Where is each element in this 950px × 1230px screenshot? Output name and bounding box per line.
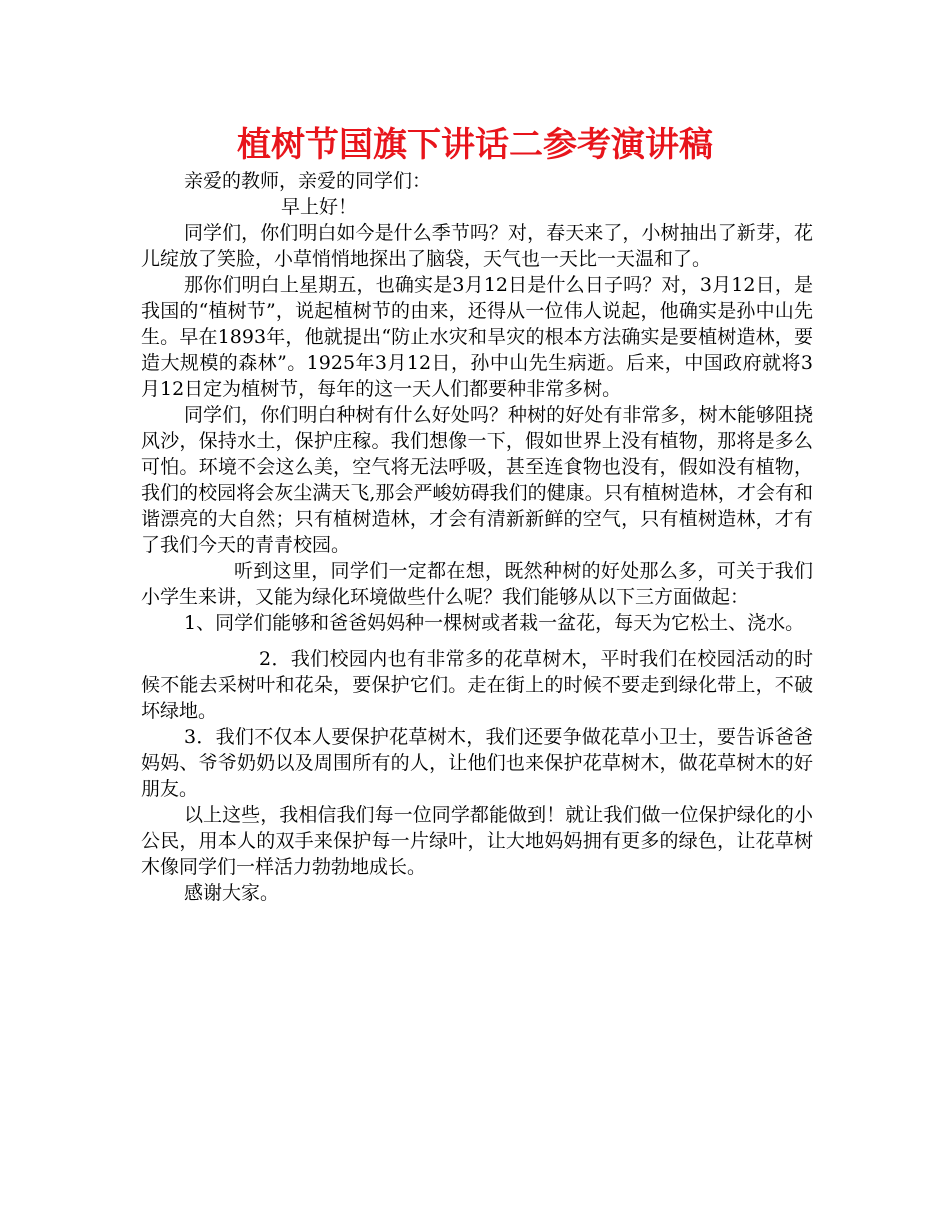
- paragraph-conclusion: 以上这些，我相信我们每一位同学都能做到！就让我们做一位保护绿化的小公民，用本人的双手来保护每一片绿叶，让大地妈妈拥有更多的绿色，让花草树木像同学们一样活力勃勃地成长。: [141, 804, 813, 878]
- list-item-2: 2．我们校园内也有非常多的花草树木，平时我们在校园活动的时候不能去采树叶和花朵，要保护它们。走在街上的时候不要走到绿化带上，不破坏绿地。: [141, 648, 813, 722]
- closing: 感谢大家。: [184, 882, 280, 904]
- page-title: 植树节国旗下讲话二参考演讲稿: [237, 125, 713, 165]
- speech-body: [141, 168, 813, 906]
- salutation: 亲爱的教师，亲爱的同学们：: [184, 170, 432, 192]
- paragraph-arbor-day-origin: 那你们明白上星期五，也确实是3月12日是什么日子吗？对，3月12日，是我国的“植树节”，说起植树节的由来，还得从一位伟人说起，他确实是孙中山先生。早在1893年，他就提出“防止水灾和旱灾的根本方法确实是要植树造林，要造大规模的森林”。1925年3月12日，孙中山先生病逝。后来，中国政府就将3月12日定为植树节，每年的这一天人们都要种非常多树。: [141, 274, 813, 400]
- list-item-1: 1、同学们能够和爸爸妈妈种一棵树或者栽一盆花，每天为它松土、浇水。: [184, 612, 805, 634]
- list-item-3: 3．我们不仅本人要保护花草树木，我们还要争做花草小卫士，要告诉爸爸妈妈、爷爷奶奶以及周围所有的人，让他们也来保护花草树木，做花草树木的好朋友。: [141, 726, 813, 800]
- paragraph-season: 同学们，你们明白如今是什么季节吗？对，春天来了，小树抽出了新芽，花儿绽放了笑脸，小草悄悄地探出了脑袋，天气也一天比一天温和了。: [141, 222, 813, 270]
- paragraph-what-we-can-do: 听到这里，同学们一定都在想，既然种树的好处那么多，可关于我们小学生来讲，又能为绿化环境做些什么呢？我们能够从以下三方面做起：: [141, 560, 813, 608]
- greeting: 早上好！: [281, 196, 358, 218]
- paragraph-tree-benefits: 同学们，你们明白种树有什么好处吗？种树的好处有非常多，树木能够阻挠风沙，保持水土，保护庄稼。我们想像一下，假如世界上没有植物，那将是多么可怕。环境不会这么美，空气将无法呼吸，甚至连食物也没有，假如没有植物，我们的校园将会灰尘满天飞,那会严峻妨碍我们的健康。只有植树造林，才会有和谐漂亮的大自然；只有植树造林，才会有清新新鲜的空气，只有植树造林，才有了我们今天的青青校园。: [141, 404, 813, 556]
